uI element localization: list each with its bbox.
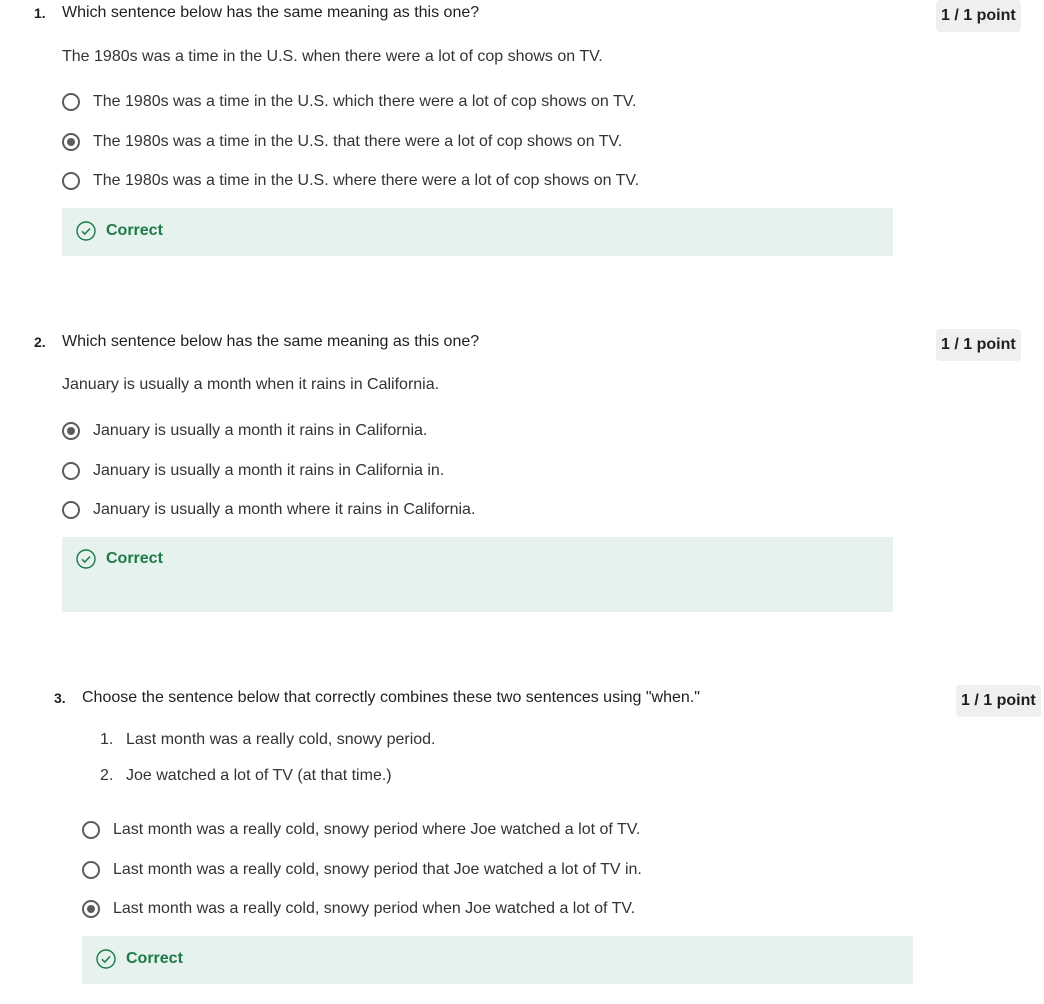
answer-option[interactable] <box>62 498 475 522</box>
question-prompt: January is usually a month when it rains in California. <box>62 376 440 393</box>
list-item-text: Joe watched a lot of TV (at that time.) <box>126 767 392 784</box>
feedback-box <box>62 208 893 256</box>
answer-option[interactable] <box>62 169 639 193</box>
feedback-text: Correct <box>106 222 163 239</box>
list-item-number: 1. <box>100 731 114 748</box>
points-badge: 1 / 1 point <box>956 685 1041 717</box>
question-text: Which sentence below has the same meaning as this one? <box>62 4 480 21</box>
check-circle-icon <box>96 949 116 969</box>
feedback-box <box>82 936 913 984</box>
list-item-text: Last month was a really cold, snowy period. <box>126 731 436 748</box>
option-label: Last month was a really cold, snowy period that Joe watched a lot of TV in. <box>113 861 642 878</box>
question-prompt: The 1980s was a time in the U.S. when there were a lot of cop shows on TV. <box>62 48 603 65</box>
option-label: January is usually a month it rains in California. <box>93 422 428 439</box>
feedback-text: Correct <box>126 950 183 967</box>
question-1 <box>34 0 1024 260</box>
answer-option[interactable] <box>82 897 635 921</box>
question-text: Which sentence below has the same meaning as this one? <box>62 333 480 350</box>
radio-button-selected[interactable] <box>62 422 80 440</box>
answer-option[interactable] <box>62 130 622 154</box>
radio-button-selected[interactable] <box>62 133 80 151</box>
answer-option[interactable] <box>62 459 444 483</box>
option-label: January is usually a month it rains in California in. <box>93 462 445 479</box>
points-badge: 1 / 1 point <box>936 329 1021 361</box>
option-label: January is usually a month where it rains in California. <box>93 501 476 518</box>
question-number: 1. <box>34 5 46 21</box>
check-circle-icon <box>76 221 96 241</box>
radio-button[interactable] <box>62 93 80 111</box>
answer-option[interactable] <box>82 858 642 882</box>
feedback-text: Correct <box>106 550 163 567</box>
option-label: The 1980s was a time in the U.S. which there were a lot of cop shows on TV. <box>93 93 637 110</box>
radio-button[interactable] <box>62 462 80 480</box>
answer-option[interactable] <box>62 419 427 443</box>
option-label: Last month was a really cold, snowy period when Joe watched a lot of TV. <box>113 900 636 917</box>
radio-button[interactable] <box>62 501 80 519</box>
question-3 <box>54 685 1042 990</box>
option-label: The 1980s was a time in the U.S. that there were a lot of cop shows on TV. <box>93 133 623 150</box>
question-2 <box>34 329 1024 619</box>
points-badge: 1 / 1 point <box>936 0 1021 32</box>
question-text: Choose the sentence below that correctly combines these two sentences using "when." <box>82 689 700 706</box>
radio-button[interactable] <box>82 861 100 879</box>
feedback-box <box>62 537 893 612</box>
radio-button[interactable] <box>62 172 80 190</box>
question-number: 2. <box>34 334 46 350</box>
option-label: Last month was a really cold, snowy period where Joe watched a lot of TV. <box>113 821 641 838</box>
radio-button-selected[interactable] <box>82 900 100 918</box>
list-item-number: 2. <box>100 767 114 784</box>
radio-button[interactable] <box>82 821 100 839</box>
answer-option[interactable] <box>62 90 636 114</box>
question-number: 3. <box>54 690 66 706</box>
answer-option[interactable] <box>82 818 640 842</box>
check-circle-icon <box>76 549 96 569</box>
option-label: The 1980s was a time in the U.S. where there were a lot of cop shows on TV. <box>93 172 640 189</box>
